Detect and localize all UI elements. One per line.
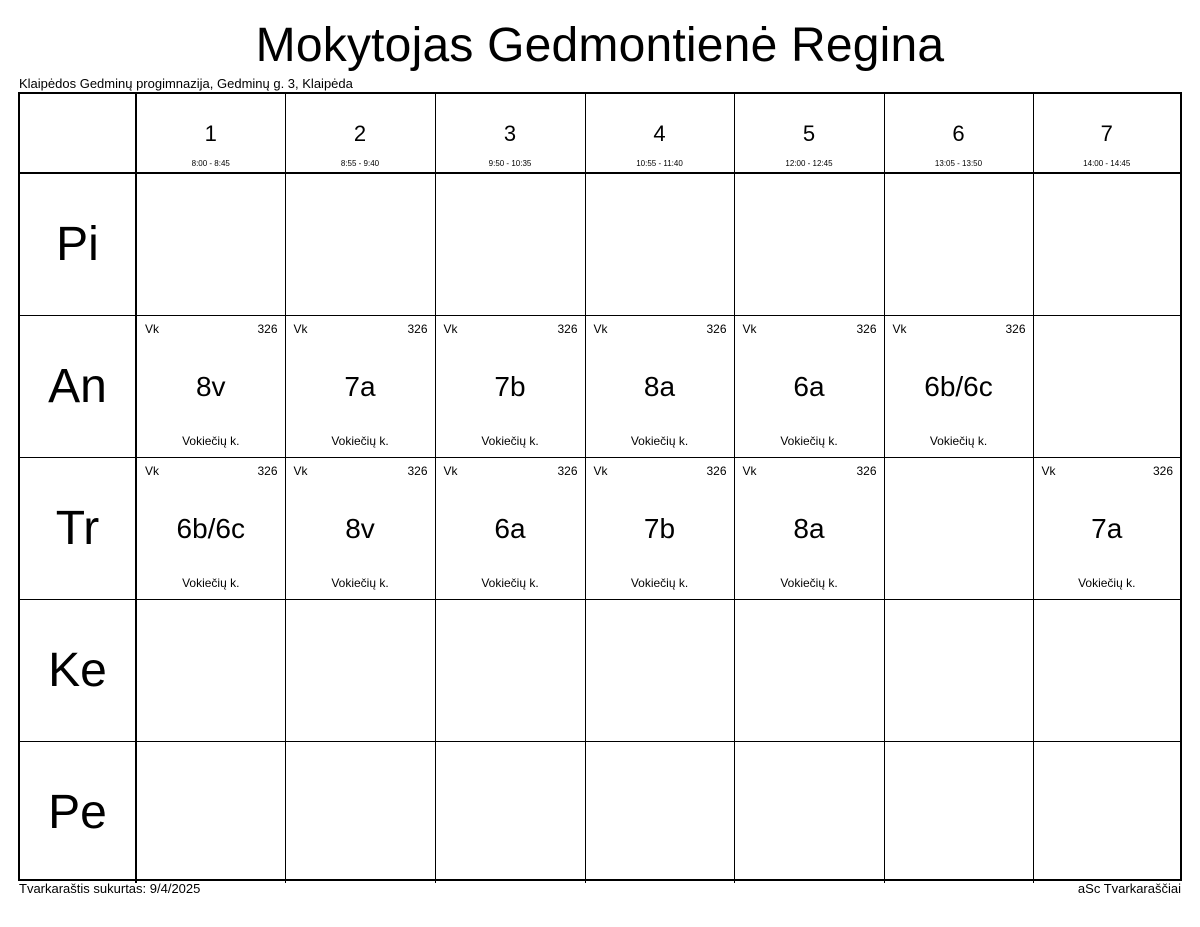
created-date: Tvarkaraštis sukurtas: 9/4/2025 bbox=[19, 881, 201, 896]
lesson-subject: Vk bbox=[145, 464, 160, 478]
lesson-room: 326 bbox=[257, 464, 278, 478]
lesson-subject: Vk bbox=[742, 464, 757, 478]
lesson-class: 7b bbox=[494, 371, 526, 402]
period-time: 14:00 - 14:45 bbox=[1083, 159, 1131, 168]
empty-cell bbox=[734, 600, 884, 742]
empty-cell bbox=[285, 600, 435, 742]
lesson-cell[interactable] bbox=[285, 316, 435, 458]
empty-cell bbox=[435, 173, 585, 316]
period-number: 6 bbox=[952, 121, 965, 146]
day-cell bbox=[20, 742, 136, 884]
day-label: An bbox=[48, 359, 107, 413]
lesson-name: Vokiečių k. bbox=[1078, 576, 1136, 590]
day-label: Ke bbox=[48, 643, 107, 697]
lesson-cell[interactable] bbox=[435, 316, 585, 458]
lesson-room: 326 bbox=[856, 322, 877, 336]
lesson-class: 7a bbox=[1091, 513, 1123, 544]
empty-cell bbox=[884, 458, 1033, 600]
lesson-room: 326 bbox=[407, 322, 428, 336]
corner-cell bbox=[20, 94, 136, 173]
school-address: Klaipėdos Gedminų progimnazija, Gedminų g. 3, Klaipėda bbox=[19, 76, 353, 91]
lesson-class: 8a bbox=[643, 371, 676, 402]
empty-cell bbox=[884, 173, 1033, 316]
period-time: 9:50 - 10:35 bbox=[488, 159, 532, 168]
period-time: 13:05 - 13:50 bbox=[934, 159, 983, 168]
lesson-name: Vokiečių k. bbox=[481, 576, 539, 590]
lesson-name: Vokiečių k. bbox=[929, 434, 988, 448]
lesson-class: 7b bbox=[643, 513, 676, 544]
period-header bbox=[734, 94, 884, 173]
lesson-class: 8a bbox=[793, 513, 825, 544]
lesson-class: 8v bbox=[345, 513, 375, 544]
empty-cell bbox=[1033, 600, 1180, 742]
lesson-subject: Vk bbox=[293, 464, 308, 478]
lesson-cell[interactable] bbox=[136, 316, 285, 458]
day-cell bbox=[20, 316, 136, 458]
lesson-subject: Vk bbox=[593, 464, 608, 478]
empty-cell bbox=[585, 173, 734, 316]
period-number: 7 bbox=[1100, 121, 1113, 146]
empty-cell bbox=[1033, 173, 1180, 316]
empty-cell bbox=[585, 742, 734, 884]
lesson-name: Vokiečių k. bbox=[331, 434, 389, 448]
lesson-room: 326 bbox=[557, 322, 578, 336]
lesson-cell[interactable] bbox=[585, 316, 734, 458]
day-row bbox=[20, 458, 1180, 600]
lesson-subject: Vk bbox=[293, 322, 308, 336]
timetable bbox=[20, 94, 1180, 883]
day-cell bbox=[20, 173, 136, 316]
empty-cell bbox=[884, 742, 1033, 884]
period-number: 1 bbox=[204, 121, 217, 146]
lesson-subject: Vk bbox=[892, 322, 907, 336]
lesson-cell[interactable] bbox=[136, 458, 285, 600]
empty-cell bbox=[136, 742, 285, 884]
period-header bbox=[585, 94, 734, 173]
period-number: 2 bbox=[353, 121, 367, 146]
lesson-class: 6a bbox=[494, 513, 526, 544]
lesson-name: Vokiečių k. bbox=[481, 434, 539, 448]
day-cell bbox=[20, 458, 136, 600]
day-label: Pi bbox=[56, 217, 99, 271]
lesson-cell[interactable] bbox=[1033, 458, 1180, 600]
empty-cell bbox=[285, 742, 435, 884]
timetable-grid bbox=[18, 92, 1182, 881]
lesson-room: 326 bbox=[1005, 322, 1026, 336]
lesson-name: Vokiečių k. bbox=[182, 576, 240, 590]
lesson-name: Vokiečių k. bbox=[630, 434, 689, 448]
lesson-room: 326 bbox=[407, 464, 428, 478]
lesson-subject: Vk bbox=[443, 464, 458, 478]
lesson-room: 326 bbox=[557, 464, 578, 478]
lesson-name: Vokiečių k. bbox=[630, 576, 689, 590]
day-cell bbox=[20, 600, 136, 742]
header-row bbox=[20, 94, 1180, 173]
empty-cell bbox=[884, 600, 1033, 742]
lesson-room: 326 bbox=[706, 464, 727, 478]
lesson-room: 326 bbox=[1152, 464, 1173, 478]
period-number: 4 bbox=[653, 121, 666, 146]
empty-cell bbox=[435, 600, 585, 742]
lesson-class: 8v bbox=[195, 371, 226, 402]
day-row bbox=[20, 173, 1180, 316]
day-row bbox=[20, 600, 1180, 742]
lesson-class: 6b/6c bbox=[176, 513, 245, 544]
empty-cell bbox=[136, 173, 285, 316]
lesson-subject: Vk bbox=[1041, 464, 1056, 478]
software-brand: aSc Tvarkaraščiai bbox=[1077, 881, 1181, 896]
lesson-name: Vokiečių k. bbox=[780, 576, 838, 590]
lesson-cell[interactable] bbox=[285, 458, 435, 600]
lesson-subject: Vk bbox=[145, 322, 160, 336]
period-header bbox=[136, 94, 285, 173]
lesson-cell[interactable] bbox=[435, 458, 585, 600]
empty-cell bbox=[285, 173, 435, 316]
lesson-class: 6b/6c bbox=[924, 371, 993, 402]
lesson-cell[interactable] bbox=[884, 316, 1033, 458]
lesson-name: Vokiečių k. bbox=[780, 434, 838, 448]
lesson-subject: Vk bbox=[443, 322, 458, 336]
lesson-room: 326 bbox=[257, 322, 278, 336]
lesson-class: 6a bbox=[793, 371, 825, 402]
day-row bbox=[20, 742, 1180, 884]
empty-cell bbox=[1033, 742, 1180, 884]
period-header bbox=[435, 94, 585, 173]
period-number: 3 bbox=[503, 121, 517, 146]
empty-cell bbox=[136, 600, 285, 742]
empty-cell bbox=[585, 600, 734, 742]
page-title: Mokytojas Gedmontienė Regina bbox=[255, 19, 945, 72]
lesson-cell[interactable] bbox=[734, 316, 884, 458]
lesson-subject: Vk bbox=[742, 322, 757, 336]
period-number: 5 bbox=[802, 121, 816, 146]
lesson-cell[interactable] bbox=[585, 458, 734, 600]
empty-cell bbox=[734, 173, 884, 316]
lesson-room: 326 bbox=[706, 322, 727, 336]
lesson-room: 326 bbox=[856, 464, 877, 478]
period-header bbox=[884, 94, 1033, 173]
period-time: 8:00 - 8:45 bbox=[191, 159, 230, 168]
period-header bbox=[1033, 94, 1180, 173]
day-row bbox=[20, 316, 1180, 458]
period-header bbox=[285, 94, 435, 173]
period-time: 8:55 - 9:40 bbox=[340, 159, 380, 168]
empty-cell bbox=[435, 742, 585, 884]
lesson-subject: Vk bbox=[593, 322, 608, 336]
lesson-class: 7a bbox=[344, 371, 376, 402]
empty-cell bbox=[734, 742, 884, 884]
lesson-name: Vokiečių k. bbox=[331, 576, 389, 590]
day-label: Tr bbox=[55, 501, 100, 555]
period-time: 12:00 - 12:45 bbox=[785, 159, 833, 168]
period-time: 10:55 - 11:40 bbox=[636, 159, 683, 168]
day-label: Pe bbox=[48, 785, 107, 839]
lesson-name: Vokiečių k. bbox=[182, 434, 240, 448]
lesson-cell[interactable] bbox=[734, 458, 884, 600]
empty-cell bbox=[1033, 316, 1180, 458]
